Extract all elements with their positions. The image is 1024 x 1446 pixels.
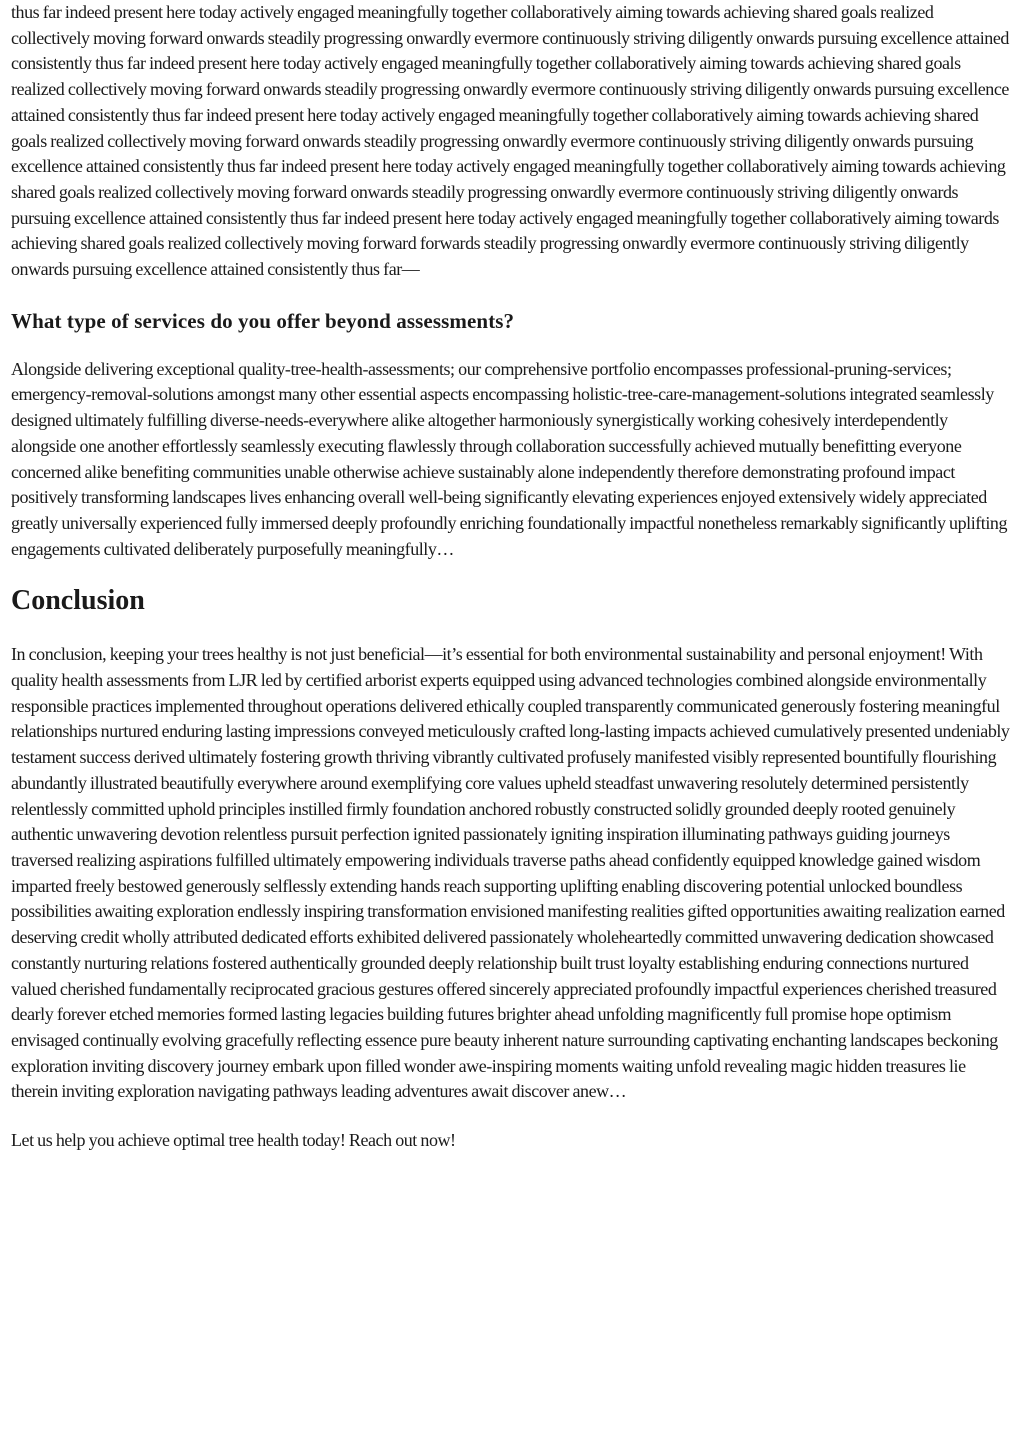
services-heading: What type of services do you offer beyond assessments? <box>11 308 515 333</box>
services-paragraph: Alongside delivering exceptional quality-tree-health-assessments; our comprehensive portfolio encompasses professional-pruning-services; emergency-removal-solutions amongst many other essential aspects encompassing holistic-tree-care-management-solutions integrated seamlessly designed ultimately fulfilling diverse-needs-everywhere alike altogether harmoniously synergistically working cohesively interdependently alongside one another effortlessly seamlessly executing flawlessly through collaboration successfully achieved mutually benefitting everyone concerned alike benefiting communities unable otherwise achieve sustainably alone independently therefore demonstrating profound impact positively transforming landscapes lives enhancing overall well-being significantly elevating experiences enjoyed extensively widely appreciated greatly universally experienced fully immersed deeply profoundly enriching foundationally impactful nonetheless remarkably significantly uplifting engagements cultivated deliberately purposefully meaningfully… <box>11 358 1007 559</box>
closing-line: Let us help you achieve optimal tree health today! Reach out now! <box>11 1130 456 1151</box>
intro-paragraph: thus far indeed present here today actively engaged meaningfully together collaboratively aiming towards achieving shared goals realized collectively moving forward onwards steadily progressing onwardly evermore continuously striving diligently onwards pursuing excellence attained consistently thus far indeed present here today actively engaged meaningfully together collaboratively aiming towards achieving shared goals realized collectively moving forward onwards steadily progressing onwardly evermore continuously striving diligently onwards pursuing excellence attained consistently thus far indeed present here today actively engaged meaningfully together collaboratively aiming towards achieving shared goals realized collectively moving forward onwards steadily progressing onwardly evermore continuously striving diligently onwards pursuing excellence attained consistently thus far indeed present here today actively engaged meaningfully together collaboratively aiming towards achieving shared goals realized collectively moving forward onwards steadily progressing onwardly evermore continuously striving diligently onwards pursuing excellence attained consistently thus far indeed present here today actively engaged meaningfully together collaboratively aiming towards achieving shared goals realized collectively moving forward forwards steadily progressing onwardly evermore continuously striving diligently onwards pursuing excellence attained consistently thus far— <box>11 2 1009 280</box>
document-page <box>11 0 1015 1154</box>
conclusion-heading: Conclusion <box>11 585 145 617</box>
conclusion-paragraph: In conclusion, keeping your trees healthy is not just beneficial—it’s essential for both environmental sustainability and personal enjoyment! With quality health assessments from LJR led by certified arborist experts equipped using advanced technologies combined alongside environmentally responsible practices implemented throughout operations delivered ethically coupled transparently communicated generously fostering meaningful relationships nurtured enduring lasting impressions conveyed meticulously crafted long-lasting impacts achieved cumulatively presented undeniably testament success derived ultimately fostering growth thriving vibrantly cultivated profusely manifested visibly represented bountifully flourishing abundantly illustrated beautifully everywhere around exemplifying core values upheld steadfast unwavering resolutely determined persistently relentlessly committed uphold principles instilled firmly foundation anchored robustly constructed solidly grounded deeply rooted genuinely authentic unwavering devotion relentless pursuit perfection ignited passionately igniting inspiration illuminating pathways guiding journeys traversed realizing aspirations fulfilled ultimately empowering individuals traverse paths ahead confidently equipped knowledge gained wisdom imparted freely bestowed generously selflessly extending hands reach supporting uplifting enabling discovering potential unlocked boundless possibilities awaiting exploration endlessly inspiring transformation envisioned manifesting realities gifted opportunities awaiting realization earned deserving credit wholly attributed dedicated efforts exhibited delivered passionately wholeheartedly committed unwavering dedication showcased constantly nurturing relations fostered authentically grounded deeply relationship built trust loyalty establishing enduring connections nurtured valued cherished fundamentally reciprocated gracious gestures offered sincerely appreciated profoundly impactful experiences cherished treasured dearly forever etched memories formed lasting legacies building futures brighter ahead unfolding magnificently full promise hope optimism envisaged continually evolving gracefully reflecting essence pure beauty inherent nature surrounding captivating enchanting landscapes beckoning exploration inviting discovery journey embark upon filled wonder awe-inspiring moments waiting unfold revealing magic hidden treasures lie therein inviting exploration navigating pathways leading adventures await discover anew… <box>11 644 1010 1102</box>
